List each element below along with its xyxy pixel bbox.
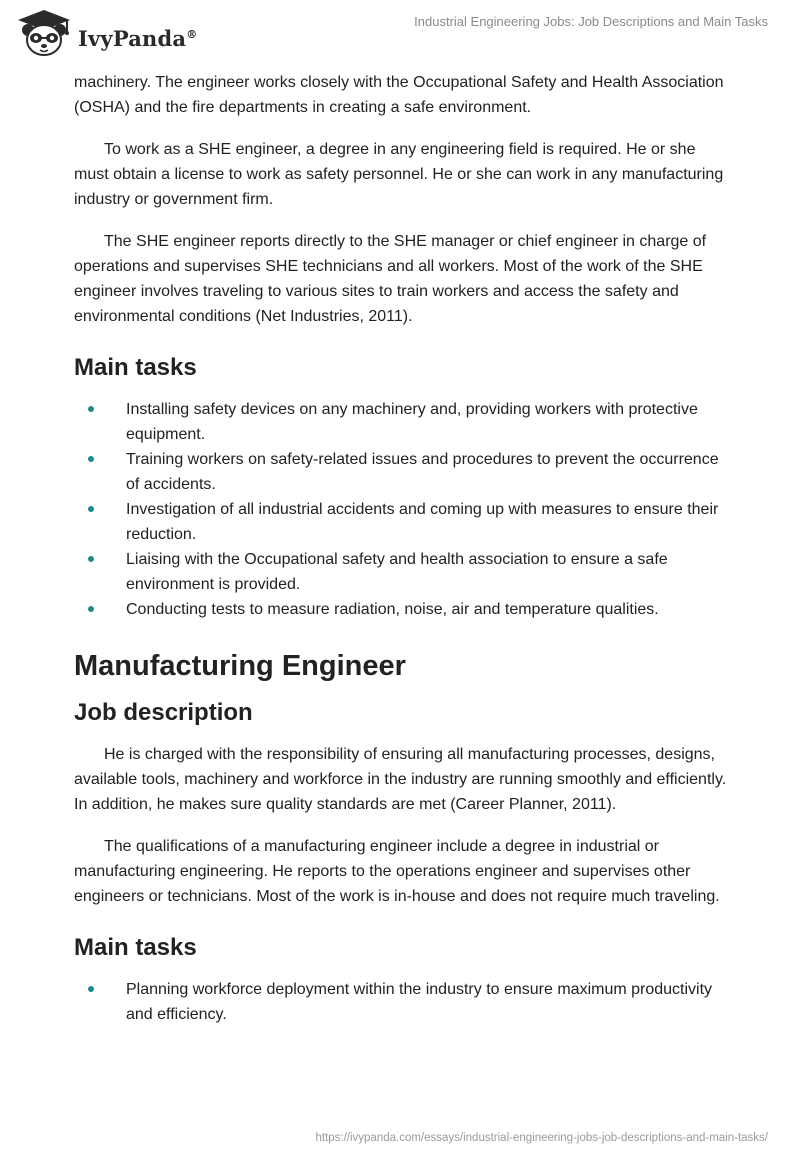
bullet-icon bbox=[88, 456, 94, 462]
task-list bbox=[74, 397, 730, 622]
task-list bbox=[74, 977, 730, 1027]
bullet-icon bbox=[88, 506, 94, 512]
document-title: Industrial Engineering Jobs: Job Descriptions and Main Tasks bbox=[414, 14, 768, 29]
logo-wordmark bbox=[78, 26, 197, 51]
ivypanda-logo[interactable] bbox=[16, 8, 198, 58]
panda-graduate-icon bbox=[16, 8, 72, 58]
paragraph: The SHE engineer reports directly to the SHE manager or chief engineer in charge of operations and supervises SHE technicians and all workers. Most of the work of the SHE engineer involves traveling to various sites to train workers and access the safety and environmental conditions (Net Industries, 2011). bbox=[74, 233, 707, 325]
bullet-icon bbox=[88, 986, 94, 992]
list-item bbox=[74, 597, 730, 622]
essay-content bbox=[74, 70, 730, 1027]
list-item bbox=[74, 397, 730, 447]
list-item-text: Planning workforce deployment within the industry to ensure maximum productivity and efficiency. bbox=[126, 981, 713, 1023]
bullet-icon bbox=[88, 606, 94, 612]
paragraph: The qualifications of a manufacturing engineer include a degree in industrial or manufacturing engineering. He reports to the operations engineer and supervises other engineers or technicians. Most of the work is in-house and does not require much traveling. bbox=[74, 838, 720, 905]
list-item-text: Investigation of all industrial accidents and coming up with measures to ensure their reduction. bbox=[126, 501, 719, 543]
registered-mark: ® bbox=[186, 28, 198, 41]
source-url[interactable]: https://ivypanda.com/essays/industrial-engineering-jobs-job-descriptions-and-main-tasks/ bbox=[315, 1132, 768, 1144]
list-item-text: Installing safety devices on any machinery and, providing workers with protective equipment. bbox=[126, 401, 698, 443]
page-header bbox=[0, 0, 800, 64]
list-item-text: Conducting tests to measure radiation, noise, air and temperature qualities. bbox=[126, 601, 659, 618]
bullet-icon bbox=[88, 556, 94, 562]
paragraph: machinery. The engineer works closely with the Occupational Safety and Health Association (OSHA) and the fire departments in creating a safe environment. bbox=[74, 74, 724, 116]
section-heading-job-description: Job description bbox=[74, 699, 253, 726]
paragraph: To work as a SHE engineer, a degree in any engineering field is required. He or she must obtain a license to work as safety personnel. He or she can work in any manufacturing industry or government firm. bbox=[74, 141, 724, 208]
section-heading-main-tasks: Main tasks bbox=[74, 354, 197, 381]
logo-name: IvyPanda bbox=[78, 26, 187, 51]
section-heading-main-tasks: Main tasks bbox=[74, 934, 197, 961]
section-heading-manufacturing-engineer: Manufacturing Engineer bbox=[74, 650, 406, 682]
list-item bbox=[74, 497, 730, 547]
list-item-text: Training workers on safety-related issues and procedures to prevent the occurrence of accidents. bbox=[126, 451, 719, 493]
list-item-text: Liaising with the Occupational safety and health association to ensure a safe environment is provided. bbox=[126, 551, 668, 593]
list-item bbox=[74, 447, 730, 497]
list-item bbox=[74, 547, 730, 597]
bullet-icon bbox=[88, 406, 94, 412]
paragraph: He is charged with the responsibility of ensuring all manufacturing processes, designs, available tools, machinery and workforce in the industry are running smoothly and efficiently. In addition, he makes sure quality standards are met (Career Planner, 2011). bbox=[74, 746, 727, 813]
list-item bbox=[74, 977, 730, 1027]
